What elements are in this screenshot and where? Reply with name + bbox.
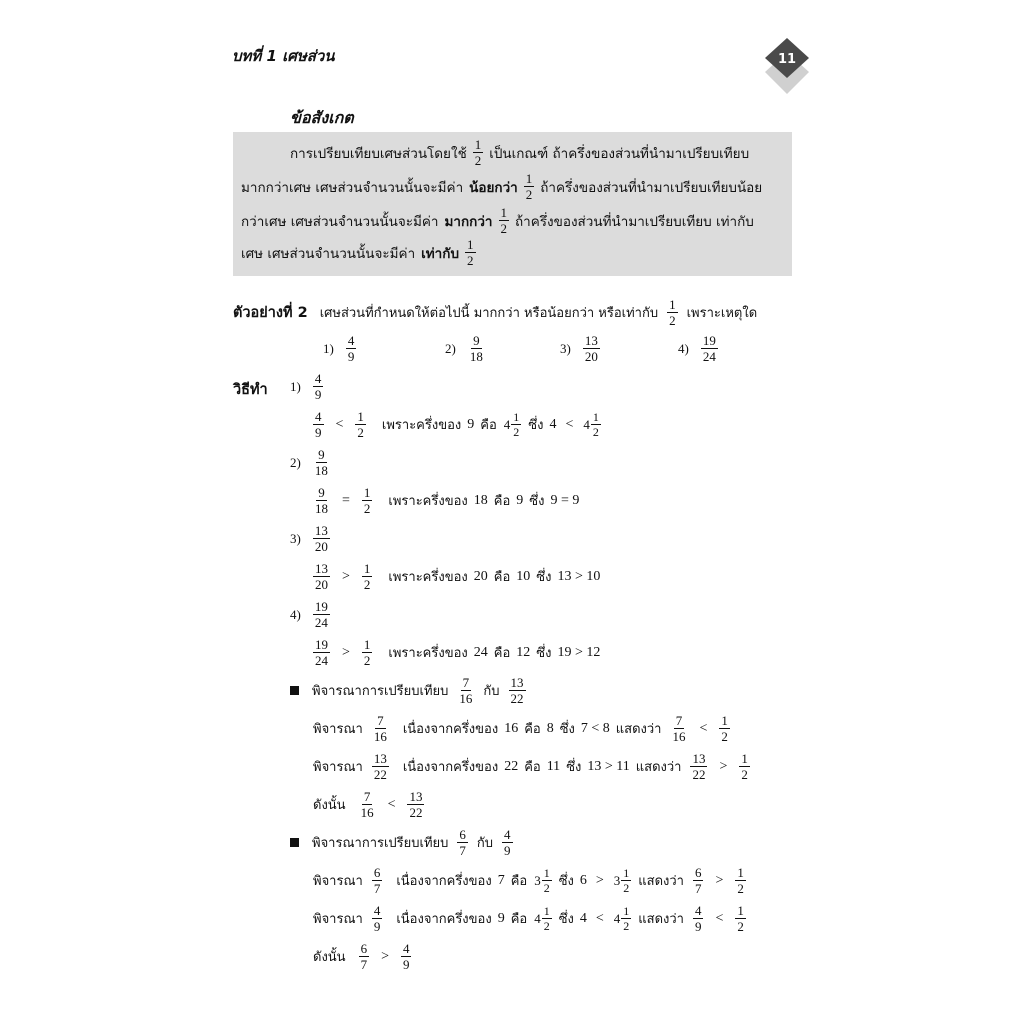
example-text: เศษส่วนที่กำหนดให้ต่อไปนี้ มากกว่า หรือน้อยกว่า หรือเท่ากับ (319, 306, 659, 321)
example-item-2: 2) $\frac{9}{18}$ (445, 333, 483, 364)
example-label: ตัวอย่างที่ 2 (233, 305, 308, 321)
solution-step-1-body: $\frac{4}{9}$ < $\frac{1}{2}$ เพราะครึ่งของ 9 คือ 4 $\frac{1}{2}$ ซึ่ง 4 < 4 $\frac{1}{2}$ (315, 409, 599, 440)
consider-2-result: ดังนั้น $\frac{6}{7}$ > $\frac{4}{9}$ (313, 941, 410, 972)
page-number-badge (765, 38, 809, 94)
solution-step-4-body: $\frac{19}{24}$ > $\frac{1}{2}$ เพราะครึ่งของ 24 คือ 12 ซึ่ง 19 > 12 (315, 637, 601, 668)
note-line-4 (233, 238, 800, 267)
example-item-3: 3) $\frac{13}{20}$ (560, 333, 598, 364)
solution-step-3-body: $\frac{13}{20}$ > $\frac{1}{2}$ เพราะครึ่งของ 20 คือ 10 ซึ่ง 13 > 10 (315, 561, 601, 592)
solution-step-2-head: 2) $\frac{9}{18}$ (290, 447, 328, 478)
square-bullet-icon (290, 686, 299, 695)
solution-step-2-body: $\frac{9}{18}$ = $\frac{1}{2}$ เพราะครึ่งของ 18 คือ 9 ซึ่ง 9 = 9 (315, 485, 580, 516)
fraction-half: $\frac{1}{2}$ (525, 171, 533, 202)
note-text: เศษ เศษส่วนจำนวนนั้นจะมีค่า (241, 245, 416, 262)
note-text: ถ้าครึ่งของส่วนที่นำมาเปรียบเทียบน้อย (540, 179, 763, 196)
fraction-half: $\frac{1}{2}$ (467, 237, 474, 268)
solution-step-4-head: 4) $\frac{19}{24}$ (290, 599, 328, 630)
example-question (233, 298, 760, 327)
fraction-half: $\frac{1}{2}$ (474, 137, 482, 168)
fraction-half: $\frac{1}{2}$ (669, 297, 676, 328)
note-line-1 (233, 138, 849, 167)
consider-2-heading: พิจารณาการเปรียบเทียบ $\frac{6}{7}$ กับ $\frac{4}{9}$ (290, 828, 519, 857)
note-text: มากกว่าเศษ เศษส่วนจำนวนนั้นจะมีค่า (241, 179, 464, 196)
consider-1-heading: พิจารณาการเปรียบเทียบ $\frac{7}{16}$ กับ $\frac{13}{22}$ (290, 676, 532, 705)
note-bold: น้อยกว่า (469, 179, 518, 196)
fraction-half: $\frac{1}{2}$ (500, 205, 507, 236)
note-bold: เท่ากับ (421, 245, 460, 262)
solution-label: วิธีทำ (233, 382, 268, 398)
square-bullet-icon (290, 838, 299, 847)
solution-step-3-head: 3) $\frac{13}{20}$ (290, 523, 328, 554)
note-text: เป็นเกณฑ์ ถ้าครึ่งของส่วนที่นำมาเปรียบเทียบ (489, 145, 750, 162)
note-text: กว่าเศษ เศษส่วนจำนวนนั้นจะมีค่า (241, 213, 439, 230)
note-text: ถ้าครึ่งของส่วนที่นำมาเปรียบเทียบ เท่ากับ (515, 213, 754, 230)
consider-1-line-1: พิจารณา $\frac{7}{16}$ เนื่องจากครึ่งของ 16 คือ 8 ซึ่ง 7 < 8 แสดงว่า $\frac{7}{16}$ < $\frac{1}{2}$ (313, 713, 728, 744)
note-bold: มากกว่า (444, 213, 493, 230)
page-number: 11 (777, 52, 797, 67)
note-line-3 (233, 206, 800, 235)
consider-2-line-1: พิจารณา $\frac{6}{7}$ เนื่องจากครึ่งของ 7 คือ 3 $\frac{1}{2}$ ซึ่ง 6 > 3 $\frac{1}{2}$ แสดงว่า $\frac{6}{7}$ > $\frac{1}{2}$ (313, 865, 744, 896)
note-box (233, 132, 792, 276)
note-title: ข้อสังเกต (290, 108, 354, 127)
example-item-1: 1) $\frac{4}{9}$ (323, 333, 355, 364)
consider-1-line-2: พิจารณา $\frac{13}{22}$ เนื่องจากครึ่งของ 22 คือ 11 ซึ่ง 13 > 11 แสดงว่า $\frac{13}{22}$ > $\frac{1}{2}$ (313, 751, 748, 782)
consider-1-result: ดังนั้น $\frac{7}{16}$ < $\frac{13}{22}$ (313, 789, 423, 820)
note-text: การเปรียบเทียบเศษส่วนโดยใช้ (290, 145, 467, 162)
note-line-2 (233, 172, 800, 201)
solution-step-1-head: 1) $\frac{4}{9}$ (290, 371, 322, 402)
chapter-title: บทที่ 1 เศษส่วน (232, 47, 335, 65)
example-item-4: 4) $\frac{19}{24}$ (678, 333, 716, 364)
consider-2-line-2: พิจารณา $\frac{4}{9}$ เนื่องจากครึ่งของ 9 คือ 4 $\frac{1}{2}$ ซึ่ง 4 < 4 $\frac{1}{2}$ แสดงว่า $\frac{4}{9}$ < $\frac{1}{2}$ (313, 903, 744, 934)
example-text: เพราะเหตุใด (686, 306, 758, 321)
